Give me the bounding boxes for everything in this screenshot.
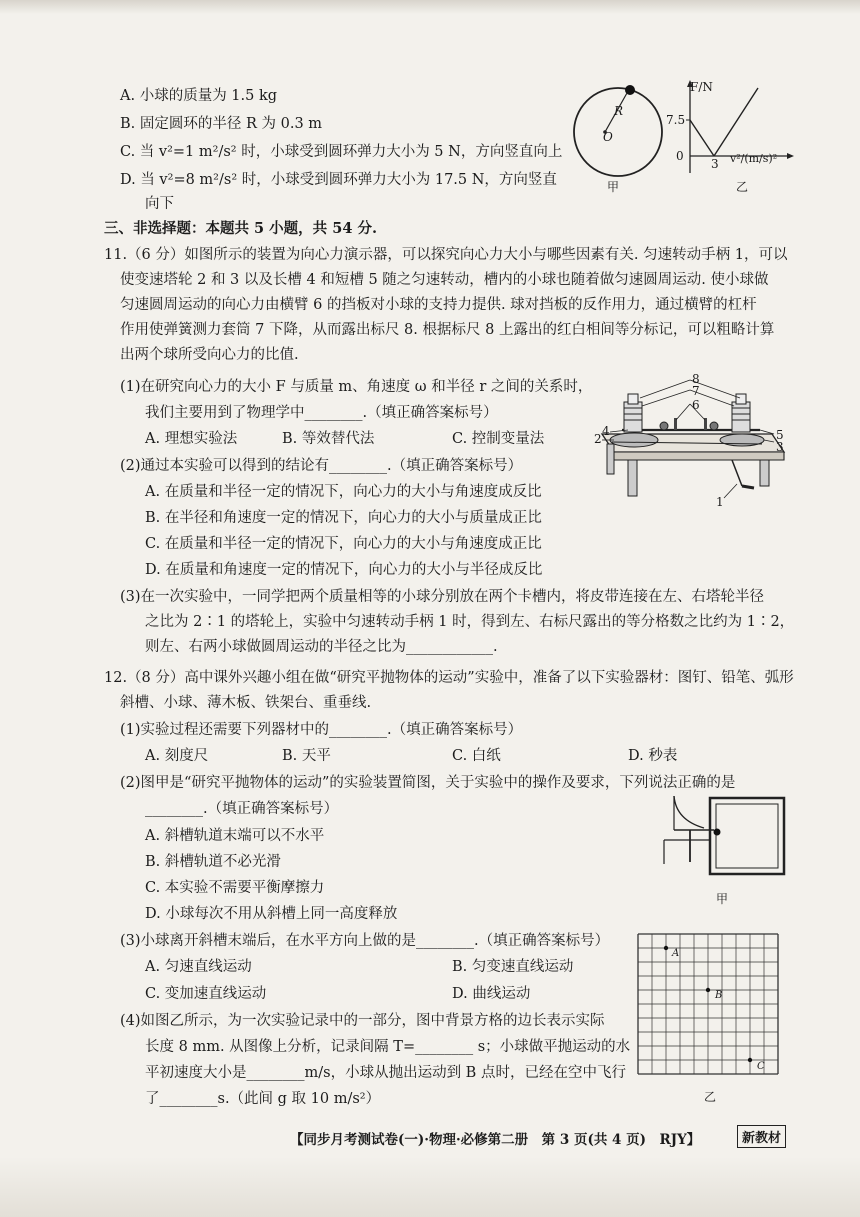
device-label-3: 3 <box>776 440 784 454</box>
q12-grid-caption: 乙 <box>704 1090 717 1104</box>
q10-option-d: D. 当 v²=8 m²/s² 时，小球受到圆环弹力大小为 17.5 N，方向竖直 <box>120 172 557 188</box>
graph-origin: 0 <box>676 149 684 163</box>
q11-part2-option-b: B. 在半径和角速度一定的情况下，向心力的大小与质量成正比 <box>145 510 542 526</box>
device-label-8: 8 <box>692 372 700 386</box>
q12-part3-option-b: B. 匀变速直线运动 <box>452 959 574 975</box>
q12-part2-line-1: (2)图甲是“研究平抛物体的运动”的实验装置简图，关于实验中的操作及要求，下列说法正确的是 <box>120 775 736 791</box>
q12-intro-line-1: 12.（8 分）高中课外兴趣小组在做“研究平抛物体的运动”实验中，准备了以下实验器材：图钉、铅笔、弧形 <box>104 670 794 686</box>
q12-intro-line-2: 斜槽、小球、薄木板、铁架台、重垂线. <box>120 695 372 711</box>
grid-point-a <box>664 946 668 950</box>
q10-option-a: A. 小球的质量为 1.5 kg <box>120 88 278 104</box>
q11-part1-option-c: C. 控制变量法 <box>452 431 545 447</box>
q12-part3-line: (3)小球离开斜槽末端后，在水平方向上做的是________.（填正确答案标号） <box>120 933 610 949</box>
q11-part3-line-3: 则左、右两小球做圆周运动的半径之比为____________. <box>145 639 498 655</box>
device-label-4: 4 <box>602 424 610 438</box>
q12-part3-option-a: A. 匀速直线运动 <box>145 959 252 975</box>
q12-part1-option-c: C. 白纸 <box>452 748 501 764</box>
q11-part1-option-b: B. 等效替代法 <box>282 431 375 447</box>
q12-part2-line-2: ________.（填正确答案标号） <box>145 801 339 817</box>
section-3-heading: 三、非选择题：本题共 5 小题，共 54 分. <box>104 220 378 237</box>
q12-part1-option-b: B. 天平 <box>282 748 331 764</box>
q12-part4-line-3: 平初速度大小是________m/s，小球从抛出运动到 B 点时，已经在空中飞行 <box>145 1065 626 1081</box>
grid-point-b-label: B <box>715 990 723 1001</box>
q12-part2-option-a: A. 斜槽轨道末端可以不水平 <box>145 828 325 844</box>
device-label-2: 2 <box>594 432 602 446</box>
device-label-1: 1 <box>716 495 724 509</box>
q12-apparatus-caption: 甲 <box>716 892 729 906</box>
graph-y-tick: 7.5 <box>666 113 686 127</box>
q10-option-d-cont: 向下 <box>145 196 174 212</box>
q12-part1-line: (1)实验过程还需要下列器材中的________.（填正确答案标号） <box>120 722 523 738</box>
q12-part4-line-2: 长度 8 mm. 从图像上分析，记录间隔 T=________ s；小球做平抛运动的水 <box>145 1039 631 1055</box>
grid-point-b <box>706 988 710 992</box>
circle-figure-caption: 甲 <box>607 180 620 194</box>
q11-part2-option-c: C. 在质量和半径一定的情况下，向心力的大小与角速度成正比 <box>145 536 542 552</box>
graph-y-axis-label: F/N <box>690 80 713 94</box>
q11-intro-line-5: 出两个球所受向心力的比值. <box>120 347 299 363</box>
q12-part4-line-1: (4)如图乙所示，为一次实验记录中的一部分，图中背景方格的边长表示实际 <box>120 1013 605 1029</box>
q11-part1-line-2: 我们主要用到了物理学中________.（填正确答案标号） <box>145 405 498 421</box>
graph-x-tick: 3 <box>711 157 719 171</box>
q11-part3-line-1: (3)在一次实验中，一同学把两个质量相等的小球分别放在两个卡槽内，将皮带连接在左、右塔轮半径 <box>120 589 765 605</box>
page-top-edge <box>0 0 860 14</box>
q10-option-c: C. 当 v²=1 m²/s² 时，小球受到圆环弹力大小为 5 N，方向竖直向上 <box>120 144 563 160</box>
circle-center-label: O <box>603 130 613 144</box>
q12-part4-line-4: 了________s.（此间 g 取 10 m/s²） <box>145 1091 381 1107</box>
graph-x-axis-label: v²/(m/s)² <box>730 152 778 165</box>
device-label-6: 6 <box>692 398 700 412</box>
q12-part2-option-d: D. 小球每次不用从斜槽上同一高度释放 <box>145 906 398 922</box>
q12-part2-option-c: C. 本实验不需要平衡摩擦力 <box>145 880 325 896</box>
grid-point-c-label: C <box>757 1061 765 1072</box>
q11-part1-option-a: A. 理想实验法 <box>145 431 238 447</box>
q10-figure-circle <box>568 82 668 182</box>
device-label-5: 5 <box>776 428 784 442</box>
q12-part3-option-d: D. 曲线运动 <box>452 986 531 1002</box>
q11-part2-line: (2)通过本实验可以得到的结论有________.（填正确答案标号） <box>120 458 523 474</box>
q12-part1-option-d: D. 秒表 <box>628 748 678 764</box>
circle-radius-label: R <box>614 104 624 118</box>
q11-intro-line-2: 使变速塔轮 2 和 3 以及长槽 4 和短槽 5 随之匀速转动，槽内的小球也随着做匀速圆周运动. 使小球做 <box>120 272 769 288</box>
q11-part2-option-a: A. 在质量和半径一定的情况下，向心力的大小与角速度成反比 <box>145 484 542 500</box>
q11-part1-line-1: (1)在研究向心力的大小 F 与质量 m、角速度 ω 和半径 r 之间的关系时， <box>120 379 593 395</box>
new-edition-badge: 新教材 <box>737 1125 786 1148</box>
q11-intro-line-1: 11.（6 分）如图所示的装置为向心力演示器，可以探究向心力大小与哪些因素有关. 匀速转动手柄 1，可以 <box>104 247 788 263</box>
q12-part3-option-c: C. 变加速直线运动 <box>145 986 267 1002</box>
q11-part2-option-d: D. 在质量和角速度一定的情况下，向心力的大小与半径成反比 <box>145 562 543 578</box>
q10-option-b: B. 固定圆环的半径 R 为 0.3 m <box>120 116 323 132</box>
q11-intro-line-3: 匀速圆周运动的向心力由横臂 6 的挡板对小球的支持力提供. 球对挡板的反作用力，通过横臂的杠杆 <box>120 297 757 313</box>
page-bottom-shade <box>0 1157 860 1217</box>
q12-apparatus-figure <box>660 790 790 880</box>
page-footer: 【同步月考测试卷(一)·物理·必修第二册 第 3 页(共 4 页) RJY】 <box>290 1132 701 1148</box>
q12-part1-option-a: A. 刻度尺 <box>145 748 209 764</box>
grid-point-c <box>748 1058 752 1062</box>
grid-point-a-label: A <box>672 948 680 959</box>
q11-part3-line-2: 之比为 2∶1 的塔轮上，实验中匀速转动手柄 1 时，得到左、右标尺露出的等分格数之比约为 1∶2， <box>145 614 795 630</box>
graph-figure-caption: 乙 <box>736 180 749 194</box>
q12-part2-option-b: B. 斜槽轨道不必光滑 <box>145 854 281 870</box>
q11-intro-line-4: 作用使弹簧测力套筒 7 下降，从而露出标尺 8. 根据标尺 8 上露出的红白相间等分标记，可以粗略计算 <box>120 322 775 338</box>
device-label-7: 7 <box>692 384 700 398</box>
q12-trajectory-grid <box>636 932 786 1082</box>
